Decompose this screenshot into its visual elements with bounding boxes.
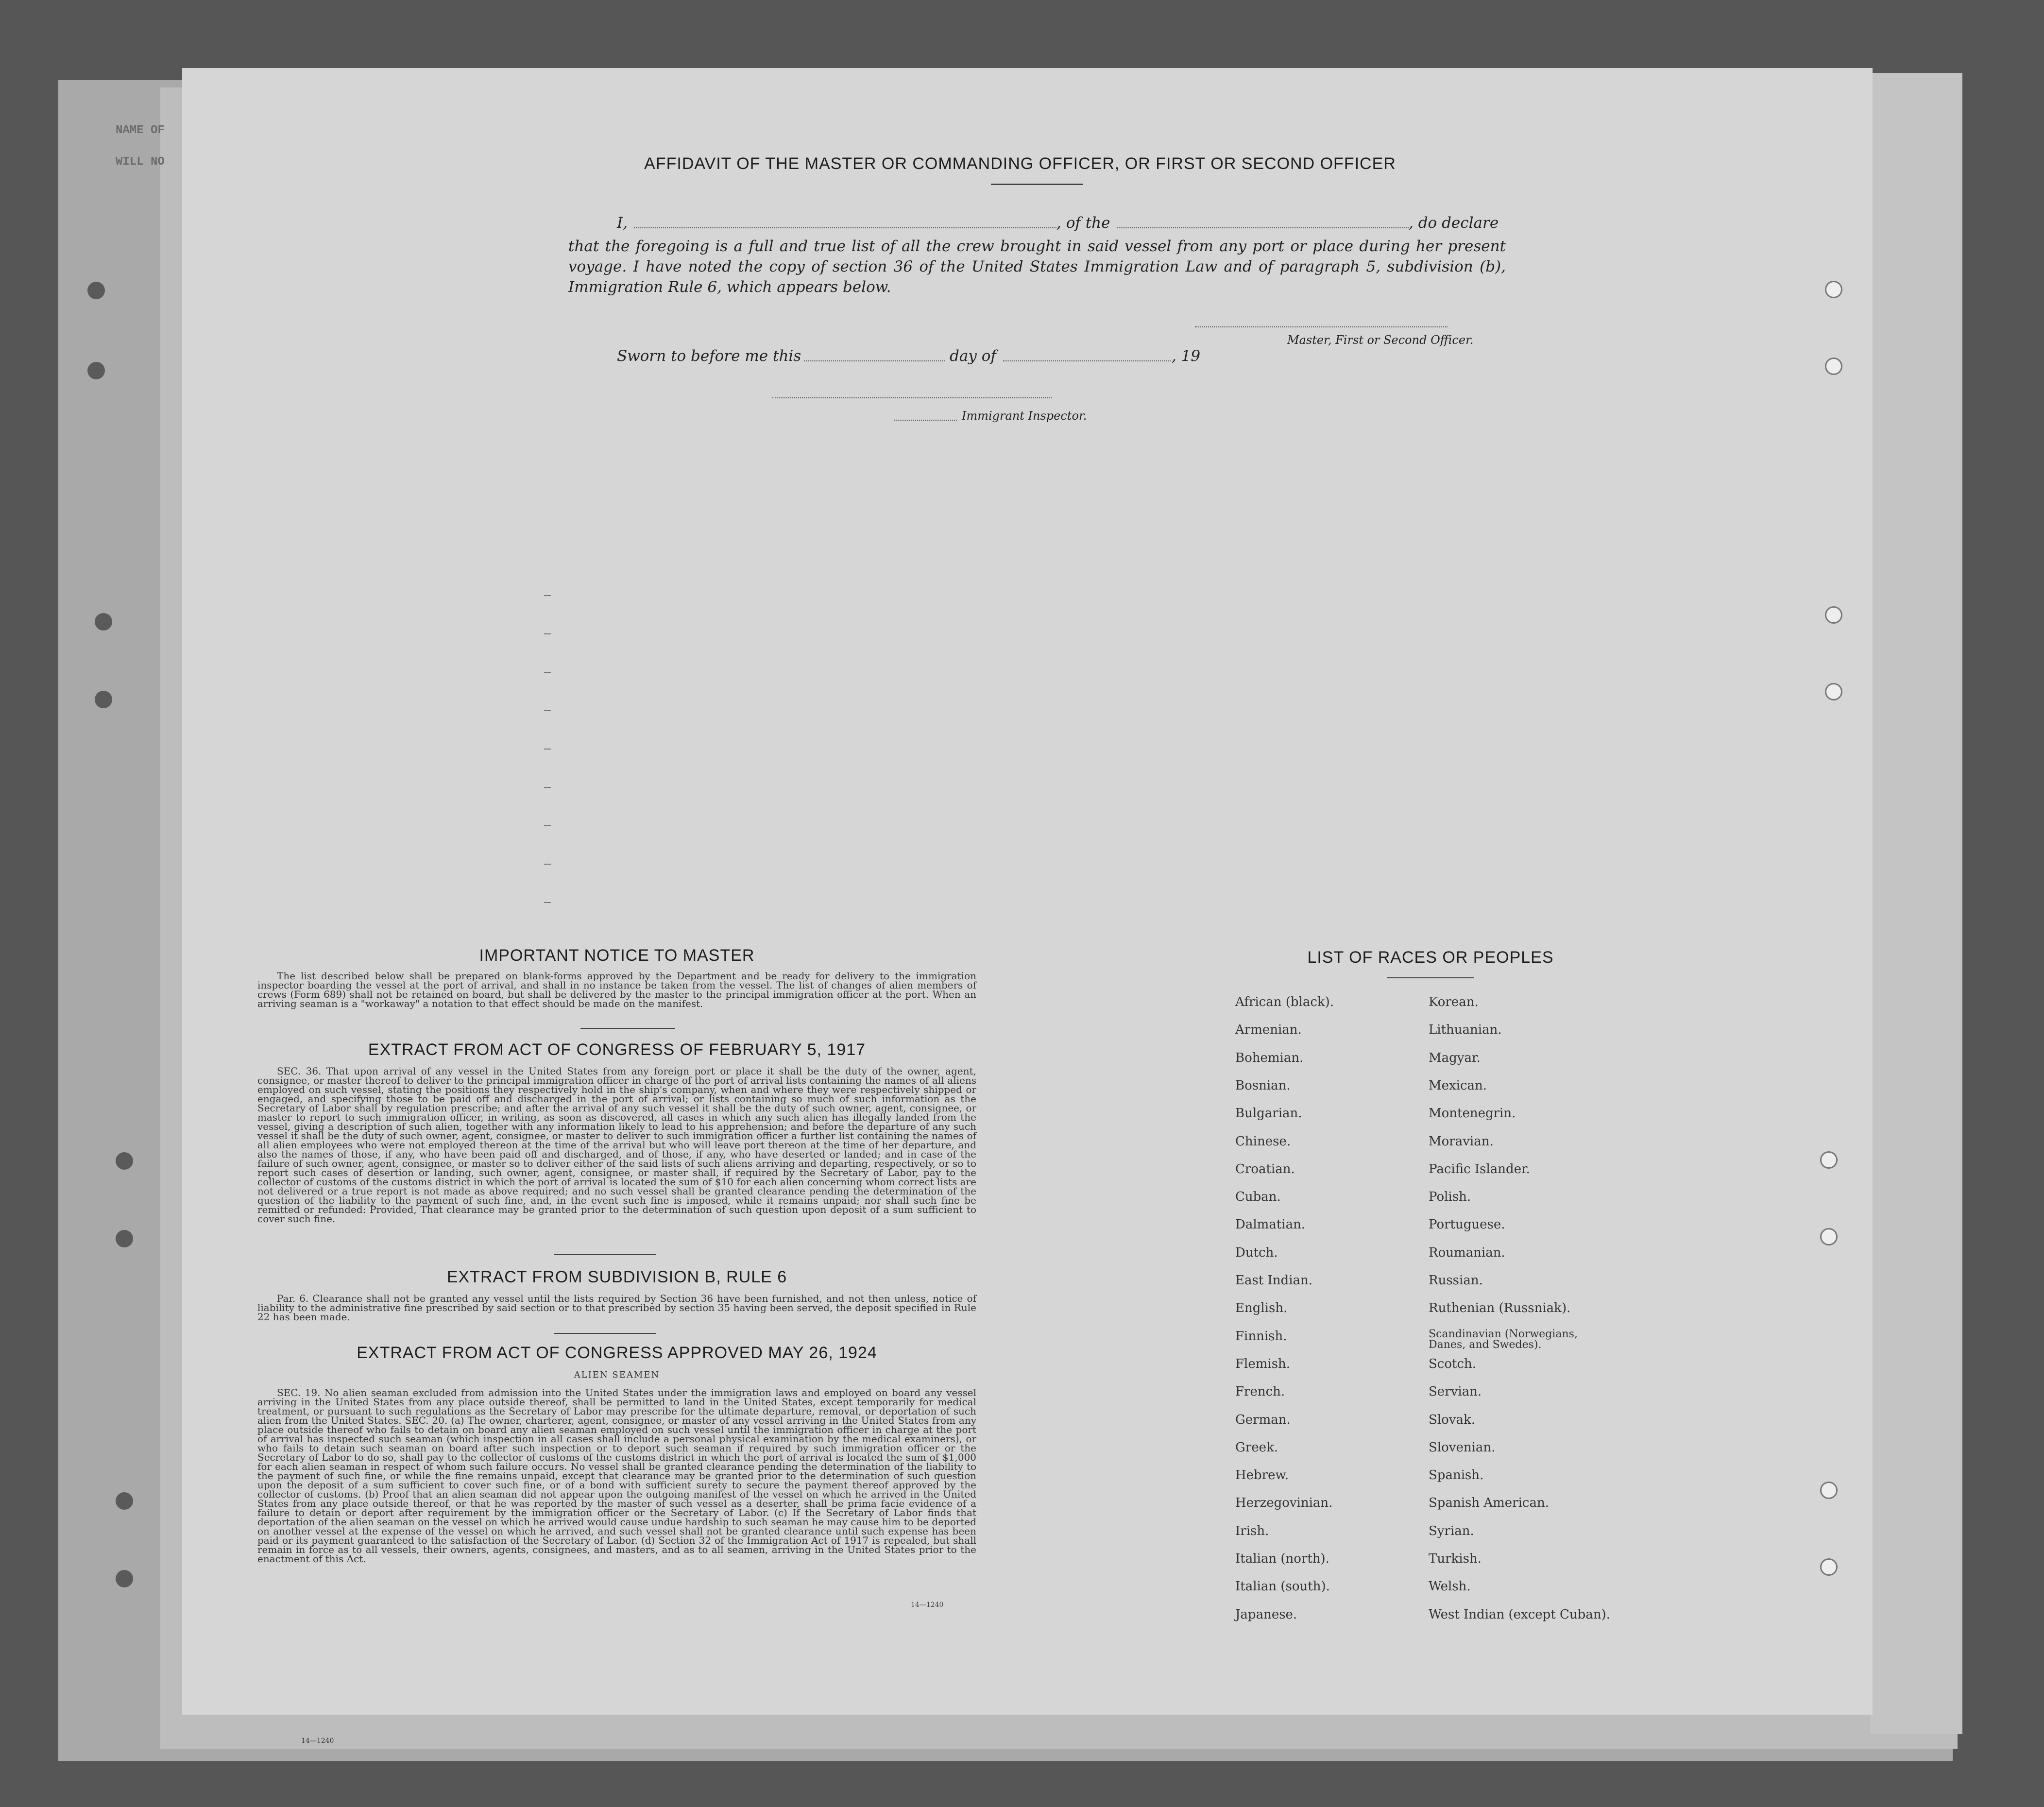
punch-hole (1820, 1482, 1838, 1499)
race-item: Italian (north). (1235, 1551, 1329, 1566)
margin-tick (544, 633, 551, 634)
punch-hole (95, 613, 112, 631)
race-item: Irish. (1235, 1523, 1269, 1538)
margin-tick (544, 672, 551, 673)
margin-tick (544, 749, 551, 750)
form-number: 14—1240 (911, 1601, 944, 1609)
inspector-signature-label: Immigrant Inspector. (962, 409, 1087, 423)
race-item: German. (1235, 1412, 1291, 1427)
extract-1924-subheading: ALIEN SEAMEN (574, 1370, 660, 1380)
race-item: Ruthenian (Russniak). (1429, 1301, 1571, 1316)
race-item: Polish. (1429, 1190, 1471, 1205)
race-item: Spanish. (1429, 1468, 1484, 1483)
race-item: East Indian. (1235, 1273, 1313, 1288)
punch-hole (1825, 358, 1842, 375)
race-item: Syrian. (1429, 1523, 1474, 1538)
margin-tick (544, 825, 551, 826)
race-item: Scandinavian (Norwegians, Danes, and Swedes). (1429, 1328, 1578, 1351)
notice-body: The list described below shall be prepared on blank-forms approved by the Department and be ready for delivery to the immigration inspector boarding the vessel at the port of arrival, and shall in no instance be taken from the vessel. The list of changes of alien members of crews (Form 689) shall not be retained on board, but shall be delivered by the master to the principal immigration officer at the port. When an arriving seaman is a "workaway" a notation to that effect should be made on the manifest. (257, 970, 976, 1009)
race-item: Finnish. (1235, 1329, 1287, 1344)
punch-hole (116, 1152, 133, 1170)
sworn-prefix: Sworn to before me this (617, 347, 801, 365)
race-item: Korean. (1429, 995, 1479, 1009)
extract-1917-heading: EXTRACT FROM ACT OF CONGRESS OF FEBRUARY 5, 1917 (368, 1040, 866, 1059)
punch-hole (1820, 1151, 1838, 1169)
race-item: Montenegrin. (1429, 1106, 1516, 1121)
race-item: African (black). (1235, 995, 1334, 1009)
notice-heading: IMPORTANT NOTICE TO MASTER (479, 946, 755, 965)
punch-hole (87, 282, 105, 299)
races-heading-rule (1387, 977, 1474, 978)
sworn-month-blank (1003, 360, 1171, 361)
master-signature-label: Master, First or Second Officer. (1287, 333, 1474, 347)
section-rule (554, 1254, 656, 1255)
race-item: Magyar. (1429, 1050, 1481, 1065)
margin-tick (544, 710, 551, 711)
affidavit-line1-suffix: , do declare (1409, 214, 1499, 232)
margin-tick (544, 787, 551, 788)
race-item: Hebrew. (1235, 1468, 1289, 1483)
race-item: West Indian (except Cuban). (1429, 1607, 1610, 1622)
sworn-day-blank (804, 360, 945, 361)
margin-tick (544, 902, 551, 903)
race-item: Croatian. (1235, 1161, 1295, 1176)
behind-stamp-1: NAME OF (116, 124, 165, 137)
affidavit-heading: AFFIDAVIT OF THE MASTER OR COMMANDING OFFICER, OR FIRST OR SECOND OFFICER (644, 154, 1396, 173)
extract-1924-heading: EXTRACT FROM ACT OF CONGRESS APPROVED MAY 26, 1924 (357, 1344, 877, 1362)
race-item: Bulgarian. (1235, 1106, 1302, 1121)
margin-tick (544, 595, 551, 596)
punch-hole (116, 1492, 133, 1510)
behind-stamp-2: WILL NO (116, 155, 165, 169)
extract-rule6-heading: EXTRACT FROM SUBDIVISION B, RULE 6 (446, 1268, 787, 1286)
punch-hole (1825, 606, 1842, 624)
race-item: Servian. (1429, 1384, 1482, 1399)
affidavit-line1-mid: , of the (1056, 214, 1110, 232)
race-item: English. (1235, 1301, 1288, 1316)
race-item: Bohemian. (1235, 1050, 1304, 1065)
side-sheet-edge (1870, 73, 1962, 1734)
race-item: Russian. (1429, 1273, 1483, 1288)
race-item: Spanish American. (1429, 1496, 1550, 1511)
race-item: Armenian. (1235, 1023, 1302, 1038)
under-sheet-form-label: 14—1240 (301, 1737, 334, 1745)
extract-1917-body: SEC. 36. That upon arrival of any vessel in the United States from any foreign port or place it shall be the duty of the owner, agent, consignee, or master thereof to deliver to the principal immigration officer in charge of the port of arrival lists containing the names of all aliens employed on such vessel, stating the positions they respectively hold in the ship's company, when and where they were respectively shipped or engaged, and specifying those to be paid off and discharged in the port of arrival; or lists containing so much of such information as the Secretary of Labor shall by regulation prescribe; and after the arrival of any such vessel it shall be the duty of such owner, agent, consignee, or master to report to such immigration officer, in writing, as soon as discovered, all cases in which any such alien has illegally landed from the vessel, giving a description of such alien, together with any information likely to lead to his apprehension; and before the departure of any such vessel it shall be the duty of such owner, agent, consignee, or master to deliver to such immigration officer a further list containing the names of all alien employees who were not employed thereon at the time of the arrival but who will leave port thereon at the time of her departure, and also the names of those, if any, who have been paid off and discharged, and of those, if any, who have deserted or landed; and in case of the failure of such owner, agent, consignee, or master so to deliver either of the said lists of such aliens arriving and departing, respectively, or so to report such cases of desertion or landing, such owner, agent, consignee, or master shall, if required by the Secretary of Labor, pay to the collector of customs of the customs district in which the port of arrival is located the sum of $10 for each alien concerning whom correct lists are not delivered or a true report is not made as above required; and no such vessel shall be granted clearance pending the determination of the question of the liability to the payment of such fine, and, in the event such fine is imposed, while it remains unpaid; nor shall such fine be remitted or refunded: Provided, That clearance may be granted prior to the determination of such question upon deposit of a sum sufficient to cover such fine. (257, 1065, 976, 1225)
sworn-mid: day of (950, 347, 996, 365)
race-item: Italian (south). (1235, 1579, 1330, 1594)
punch-hole (116, 1230, 133, 1247)
race-item: Japanese. (1235, 1607, 1297, 1622)
punch-hole (1825, 683, 1842, 700)
race-item: Pacific Islander. (1429, 1161, 1530, 1176)
race-item: Portuguese. (1429, 1217, 1505, 1232)
punch-hole (1820, 1228, 1838, 1245)
race-item: Lithuanian. (1429, 1023, 1502, 1038)
margin-tick (544, 864, 551, 865)
race-item: Turkish. (1429, 1551, 1482, 1566)
punch-hole (95, 691, 112, 708)
race-item: Herzegovinian. (1235, 1496, 1333, 1511)
extract-1924-body: SEC. 19. No alien seaman excluded from admission into the United States under the immigration laws and employed on board any vessel arriving in the United States from any place outside thereof, shall be permitted to land in the United States, except temporarily for medical treatment, or pursuant to such regulations as the Secretary of Labor may prescribe for the ultimate departure, removal, or deportation of such alien from the United States. SEC. 20. (a) The owner, charterer, agent, consignee, or master of any vessel arriving in the United States from any place outside thereof who fails to detain on board any alien seaman employed on such vessel until the immigration officer in charge at the port of arrival has inspected such seaman (which inspection in all cases shall include a personal physical examination by the medical examiners), or who fails to detain such seaman on board after such inspection or to deport such seaman if required by such immigration officer or the Secretary of Labor to do so, shall pay to the collector of customs of the customs district in which the port of arrival is located the sum of $1,000 for each alien seaman in respect of whom such failure occurs. No vessel shall be granted clearance pending the determination of the liability to the payment of such fine, or while the fine remains unpaid, except that clearance may be granted prior to the determination of such question upon the deposit of a sum sufficient to cover such fine, or of a bond with sufficient surety to secure the payment thereof approved by the collector of customs. (b) Proof that an alien seaman did not appear upon the outgoing manifest of the vessel on which he arrived in the United States from any place outside thereof, or that he was reported by the master of such vessel as a deserter, shall be prima facie evidence of a failure to detain or deport after requirement by the immigration officer or the Secretary of Labor. (c) If the Secretary of Labor finds that deportation of the alien seaman on the vessel on which he arrived would cause undue hardship to such seaman he may cause him to be deported on another vessel at the expense of the vessel on which he arrived, and such vessel shall not be granted clearance until such expense has been paid or its payment guaranteed to the satisfaction of the Secretary of Labor. (d) Section 32 of the Immigration Act of 1917 is repealed, but shall remain in force as to all vessels, their owners, agents, consignees, and masters, and as to all seamen, arriving in the United States prior to the enactment of this Act. (257, 1387, 976, 1565)
inspector-signature-line (772, 397, 1052, 398)
race-item: Slovak. (1429, 1412, 1475, 1427)
races-heading: LIST OF RACES OR PEOPLES (1307, 948, 1554, 967)
sworn-year: , 19 (1172, 347, 1201, 365)
race-item: Cuban. (1235, 1190, 1281, 1205)
race-item: Dutch. (1235, 1245, 1278, 1260)
punch-hole (116, 1570, 133, 1587)
punch-hole (87, 362, 105, 379)
race-item: Mexican. (1429, 1078, 1487, 1093)
vessel-blank (1117, 227, 1409, 228)
race-item: Dalmatian. (1235, 1217, 1306, 1232)
punch-hole (1820, 1558, 1838, 1576)
inspector-dots (894, 420, 957, 421)
race-item: Flemish. (1235, 1356, 1291, 1371)
extract-rule6-body: Par. 6. Clearance shall not be granted any vessel until the lists required by Section 36 have been furnished, and not then unless, notice of liability to the administrative fine prescribed by said section or to that prescribed by section 35 having been served, the deposit specified in Rule 22 has been made. (257, 1293, 976, 1323)
race-item: Chinese. (1235, 1134, 1291, 1149)
race-item: Moravian. (1429, 1134, 1494, 1149)
name-blank (634, 227, 1056, 228)
race-item: Slovenian. (1429, 1440, 1496, 1455)
race-item: French. (1235, 1384, 1285, 1399)
race-item: Greek. (1235, 1440, 1278, 1455)
punch-hole (1825, 281, 1842, 298)
affidavit-body: that the foregoing is a full and true list of all the crew brought in said vessel from any port or place during her present voyage. I have noted the copy of section 36 of the United States Immigration Law and of paragraph 5, subdivision (b), Immigration Rule 6, which appears below. (568, 238, 1506, 296)
master-signature-line (1195, 326, 1448, 327)
race-item: Welsh. (1429, 1579, 1471, 1594)
race-item: Bosnian. (1235, 1078, 1291, 1093)
race-item: Roumanian. (1429, 1245, 1505, 1260)
affidavit-line1-prefix: I, (617, 214, 628, 232)
section-rule (580, 1028, 675, 1029)
heading-rule (991, 184, 1083, 185)
section-rule (554, 1333, 656, 1334)
race-item: Scotch. (1429, 1356, 1477, 1371)
